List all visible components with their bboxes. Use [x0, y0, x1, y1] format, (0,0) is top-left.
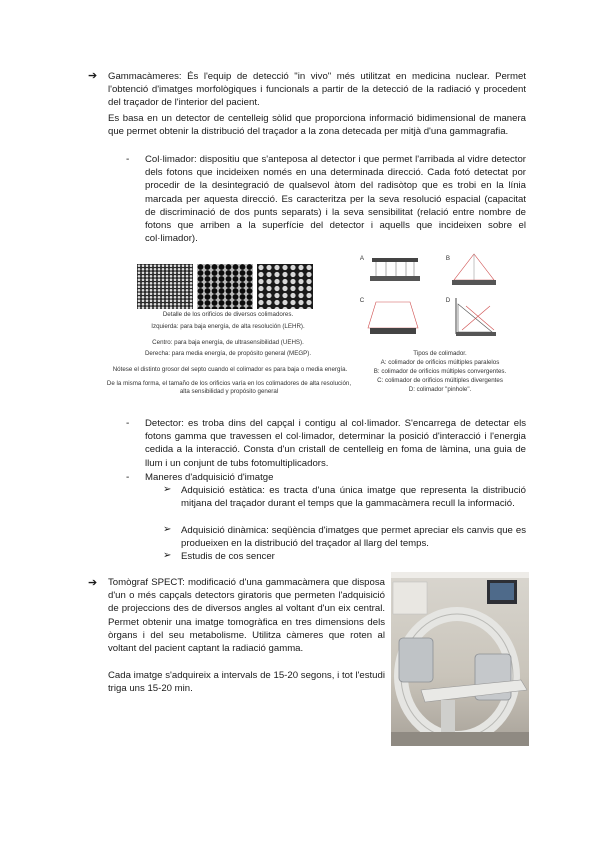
diagram-label-a: A [359, 255, 365, 262]
diagram-parallel [370, 258, 420, 281]
diagram-label-b: B [445, 255, 451, 262]
dynamic-acquisition-paragraph: Adquisició dinàmica: seqüència d'imatges que permet apreciar els canvis que es produeixen en la distribució del traçador al llarg del temps. [181, 525, 526, 550]
figure-left-caption-6: De la misma forma, el tamaño de los orificios varía en los colimadores de alta resolución, alta sensibilidad y propósito general [106, 380, 352, 395]
sub-arrow-icon: ➢ [163, 550, 172, 561]
figure-left-caption-3: Centro: para baja energía, de ultrasensibilidad (UEHS). [152, 339, 304, 346]
figure-left-caption-4: Derecha: para media energía, de propósito general (MEGP). [144, 350, 312, 357]
diagram-pinhole [456, 298, 496, 336]
collimator-photo-lehr [137, 264, 193, 309]
sub-arrow-icon: ➢ [163, 524, 172, 535]
collimator-photo-megp [257, 264, 313, 309]
sub-arrow-icon: ➢ [163, 484, 172, 495]
diagram-label-c: C [359, 297, 365, 304]
spect-paragraph: Tomògraf SPECT: modificació d'una gammacàmera que disposa d'un o més capçals detectors giratoris que permeten l'adquisició de projeccions des de diversos angles al voltant d'un eix central. Permet obtenir una imatge tomogràfica en tres dimensions dels òrgans i del seu metabolisme. Utilitza càmeres que roten al voltant del pacient captant la radiació gamma. [108, 577, 385, 655]
gamma-intro-paragraph: Gammacàmeres: És l'equip de detecció "in vivo" més utilitzat en medicina nuclear. Permet l'obtenció d'imatges morfològiques i funcionals a partir de la detecció de la radiació γ procedent del traçador de l'interior del pacient. [108, 71, 526, 109]
figure-right-caption-title: Tipos de colimador. [413, 350, 467, 357]
whole-body-studies-item: Estudis de cos sencer [181, 551, 275, 562]
collimator-types-diagram [362, 250, 502, 340]
dash-bullet: - [126, 472, 130, 483]
diagram-label-d: D [445, 297, 451, 304]
collimator-photo-uehs [197, 264, 253, 309]
bullet-arrow-icon: ➔ [88, 70, 98, 82]
diagram-divergent [368, 302, 418, 334]
figure-right-caption-d: D: colimador "pinhole". [408, 386, 472, 393]
static-acquisition-paragraph: Adquisició estàtica: es tracta d'una única imatge que representa la distribució mitjana del traçador durant el temps que la gammacàmera recull la informació. [181, 485, 526, 510]
dash-bullet: - [126, 418, 130, 429]
detector-paragraph: Detector: es troba dins del capçal i contigu al col·limador. S'encarrega de detectar els fotons gamma que travessen el col·limador, determinar la posició d'interacció i l'energia cedida a la interacció. Consta d'un cristall de centelleig en foma de làmina, una guia de llum i un conjunt de tubs fotomultiplicadors. [145, 418, 526, 469]
spect-timing-paragraph: Cada imatge s'adquireix a intervals de 15-20 segons, i tot l'estudi triga uns 15-20 min. [108, 670, 385, 695]
acquisition-modes-heading: Maneres d'adquisició d'imatge [145, 472, 274, 483]
spect-scanner-photo [391, 572, 529, 746]
dash-bullet: - [126, 154, 130, 165]
figure-right-caption-b: B: colimador de orificios múltiples convergentes. [373, 368, 507, 375]
figure-right-caption-a: A: colimador de orificios múltiples paralelos [380, 359, 500, 366]
gamma-detector-paragraph: Es basa en un detector de centelleig sòlid que proporciona informació bidimensional de manera que permet obtenir la distribució del traçador a la zona detecada per mitjà d'una gammagrafia. [108, 113, 526, 138]
bullet-arrow-icon: ➔ [88, 577, 98, 589]
figure-right-caption-c: C: colimador de orificios múltiples divergentes [377, 377, 503, 384]
figure-left-caption-2: Izquierda: para baja energía, de alta resolución (LEHR). [151, 323, 305, 330]
diagram-convergent [452, 254, 496, 285]
figure-left-caption-5: Nótese el distinto grosor del septo cuando el colimador es para baja o media energía. [112, 366, 348, 373]
figure-left-caption-1: Detalle de los orificios de diversos colimadores. [162, 311, 294, 318]
collimator-paragraph: Col·limador: dispositiu que s'anteposa al detector i que permet l'arribada al vidre detector dels fotons que incideixen només en una determinada direcció. Cada fotó detectat por procedir de la desintegració de qualsevol àtom del radisòtop que es trobi en la línia marcada per aquesta direcció. Es caracteritza per la seva resolució espacial (capacitat de discriminació de dos punts separats) i la seva sensibilitat (relació entre nombre de fotons que arriben a la superfície del detector i aquells que incideixen sobre el col·limador). [145, 154, 526, 245]
